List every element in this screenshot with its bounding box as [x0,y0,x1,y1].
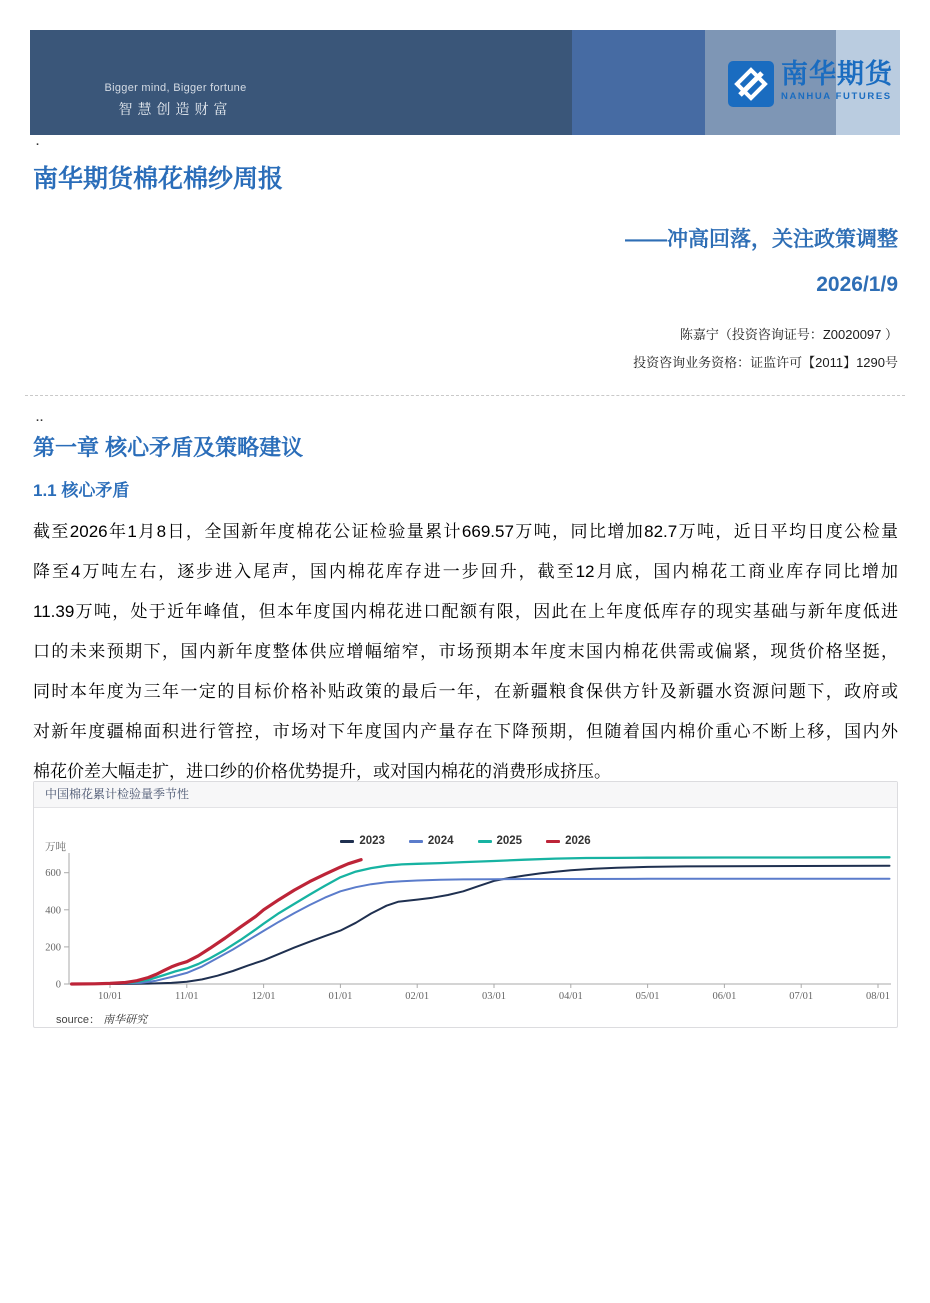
chart-legend [34,835,897,847]
svg-text:07/01: 07/01 [789,991,814,1002]
legend-dash-icon [340,840,354,843]
legend-label: 2024 [427,835,454,847]
dashed-divider [25,395,905,396]
brand-name-english: NANHUA FUTURES [781,91,892,102]
svg-text:06/01: 06/01 [712,991,737,1002]
business-qualification-line: 投资咨询业务资格：证监许可【2011】1290号 [633,355,898,370]
company-slogan [68,82,283,119]
banner-color-block-1 [572,30,705,135]
legend-label: 2025 [496,835,523,847]
subsection-heading: 1.1 核心矛盾 [33,481,130,500]
legend-item-2023 [340,835,385,847]
svg-text:04/01: 04/01 [558,991,583,1002]
legend-label: 2023 [359,835,385,847]
core-contradiction-paragraph [33,512,898,792]
slogan-english: Bigger mind, Bigger fortune [104,82,247,94]
svg-text:05/01: 05/01 [635,991,660,1002]
paragraph-line: 对新年度疆棉面积进行管控，市场对下年度国内产量存在下降预期，但随着国内棉价重心不断上移，国内外 [33,722,898,741]
svg-text:01/01: 01/01 [328,991,353,1002]
svg-text:08/01: 08/01 [866,991,890,1002]
legend-label: 2026 [565,835,591,847]
svg-text:02/01: 02/01 [405,991,430,1002]
chart-source [56,1011,147,1027]
slogan-chinese: 智慧创造财富 [118,101,233,117]
svg-text:400: 400 [45,905,61,917]
paragraph-line: 降至4万吨左右，逐步进入尾声，国内棉花库存进一步回升，截至12月底，国内棉花工商业库存同比增加 [33,562,898,581]
svg-text:12/01: 12/01 [251,991,276,1002]
svg-text:600: 600 [45,868,61,880]
svg-text:200: 200 [45,942,61,954]
report-title: 南华期货棉花棉纱周报 [33,165,284,193]
paragraph-line: 11.39万吨，处于近年峰值，但本年度国内棉花进口配额有限，因此在上年度低库存的现实基础与新年度低进 [33,602,898,621]
legend-dash-icon [478,840,492,843]
chart-title: 中国棉花累计检验量季节性 [34,782,897,808]
analyst-credential-line: 陈嘉宁（投资咨询证号：Z0020097 ） [679,327,898,342]
legend-item-2025 [478,835,523,847]
legend-item-2024 [409,835,454,847]
nanhua-futures-logo [728,60,896,110]
source-label: source： [56,1014,101,1026]
y-axis-unit-label: 万吨 [45,842,66,853]
legend-dash-icon [546,840,560,843]
svg-text:10/01: 10/01 [98,991,122,1002]
legend-dash-icon [409,840,423,843]
svg-text:03/01: 03/01 [482,991,506,1002]
svg-text:0: 0 [55,979,61,991]
nanhua-diamond-icon [728,61,774,107]
chapter-heading: 第一章 核心矛盾及策略建议 [33,435,304,460]
report-subtitle: ——冲高回落，关注政策调整 [625,228,898,251]
legend-item-2026 [546,835,591,847]
brand-text [781,58,893,102]
paragraph-line: 棉花价差大幅走扩，进口纱的价格优势提升，或对国内棉花的消费形成挤压。 [33,762,611,781]
cotton-inspection-chart-card [33,781,898,1028]
svg-text:11/01: 11/01 [175,991,199,1002]
report-date: 2026/1/9 [816,273,898,296]
source-value: 南华研究 [103,1014,148,1026]
paragraph-line: 同时本年度为三年一定的目标价格补贴政策的最后一年，在新疆粮食保供方针及新疆水资源问题下，政府或 [33,682,898,701]
stray-dots-mark: .. [36,412,45,424]
stray-dot-mark: . [36,136,40,148]
header-banner [30,30,900,135]
paragraph-line: 截至2026年1月8日，全国新年度棉花公证检验量累计669.57万吨，同比增加82.7万吨，近日平均日度公检量 [33,522,898,541]
brand-name-chinese: 南华期货 [781,59,893,89]
paragraph-line: 口的未来预期下，国内新年度整体供应增幅缩窄，市场预期本年度末国内棉花供需或偏紧，现货价格坚挺， [33,642,898,661]
